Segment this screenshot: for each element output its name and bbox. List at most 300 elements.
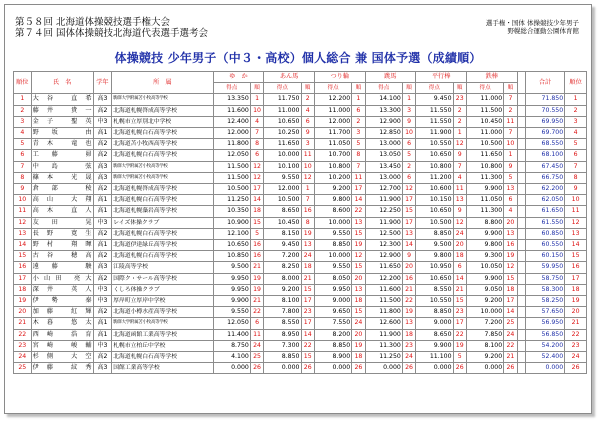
event-rank: 6 xyxy=(250,318,263,329)
event-rank: 15 xyxy=(402,206,415,217)
event-score: 12.000 xyxy=(314,116,351,127)
event-rank: 11 xyxy=(352,172,365,183)
event-rank: 6 xyxy=(352,105,365,116)
event-rank: 20 xyxy=(402,262,415,273)
event-score: 13.350 xyxy=(213,94,250,105)
final-rank: 4 xyxy=(565,128,587,139)
total-score: 60.550 xyxy=(525,240,564,251)
event-score: 12.200 xyxy=(314,94,351,105)
spacer-cell xyxy=(517,105,525,116)
event-rank-subheader: 順 xyxy=(301,83,314,94)
event-rank: 1 xyxy=(453,128,466,139)
event-rank: 13 xyxy=(504,228,517,239)
event-rank: 10 xyxy=(301,161,314,172)
event-score: 11.500 xyxy=(213,172,250,183)
athlete-name: 加藤 紅輝 xyxy=(31,307,93,318)
event-score: 11.000 xyxy=(314,105,351,116)
score-subheader: 得点 xyxy=(213,83,250,94)
grade-cell: 高1 xyxy=(93,329,112,340)
grade-cell: 高3 xyxy=(93,94,112,105)
event-rank: 8 xyxy=(352,150,365,161)
rank-cell: 21 xyxy=(14,318,32,329)
spacer-cell xyxy=(517,251,525,262)
score-subheader: 得点 xyxy=(365,83,402,94)
event-score: 0.000 xyxy=(466,363,503,374)
team-cell: 北海道伊達緑丘高等学校 xyxy=(112,240,213,251)
event-rank: 14 xyxy=(504,307,517,318)
event-score: 11.000 xyxy=(466,94,503,105)
event-score: 12.400 xyxy=(213,116,250,127)
event-rank: 24 xyxy=(352,318,365,329)
rank-cell: 22 xyxy=(14,329,32,340)
event-rank: 23 xyxy=(453,307,466,318)
event-score: 10.000 xyxy=(314,217,351,228)
event-rank: 16 xyxy=(301,206,314,217)
event-score: 11.900 xyxy=(365,329,402,340)
athlete-name: 野坂 由 xyxy=(31,128,93,139)
athlete-name: 宮崎 峻輔 xyxy=(31,340,93,351)
competition-name-2: 第７４回 国体体操競技北海道代表選手選考会 xyxy=(15,28,209,39)
event-score: 10.600 xyxy=(416,184,453,195)
event-rank: 16 xyxy=(250,240,263,251)
event-rank: 17 xyxy=(402,195,415,206)
team-cell: レイズ体操クラブ xyxy=(112,217,213,228)
event-rank-subheader: 順 xyxy=(453,83,466,94)
spacer-cell xyxy=(517,352,525,363)
athlete-name: 古谷 穂高 xyxy=(31,251,93,262)
event-score: 9.550 xyxy=(314,228,351,239)
total-score: 69.950 xyxy=(525,116,564,127)
spacer-column xyxy=(517,72,525,94)
team-cell: 北海道札幌白石高等学校 xyxy=(112,228,213,239)
event-score: 11.100 xyxy=(416,352,453,363)
competition-header xyxy=(15,17,208,39)
event-rank: 23 xyxy=(301,307,314,318)
event-score: 10.000 xyxy=(314,251,351,262)
event-score: 10.900 xyxy=(213,217,250,228)
event-score: 11.650 xyxy=(365,262,402,273)
event-score: 9.450 xyxy=(264,240,301,251)
event-score: 9.500 xyxy=(213,262,250,273)
grade-cell: 高2 xyxy=(93,251,112,262)
spacer-cell xyxy=(517,296,525,307)
event-rank: 22 xyxy=(352,206,365,217)
table-row xyxy=(14,340,587,351)
rank-cell: 15 xyxy=(14,251,32,262)
spacer-cell xyxy=(517,240,525,251)
athlete-name: 高山 大翔 xyxy=(31,195,93,206)
team-cell: 駒澤大学附属苫小牧高等学校 xyxy=(112,172,213,183)
event-rank: 6 xyxy=(250,150,263,161)
event-header-pommel: あん馬 xyxy=(264,72,315,83)
event-venue-header xyxy=(486,19,579,35)
team-cell: 国際ク・サール高等学校 xyxy=(112,273,213,284)
event-score: 9.200 xyxy=(264,284,301,295)
team-cell: 北海道札幌啓成高等学校 xyxy=(112,184,213,195)
event-rank: 26 xyxy=(301,363,314,374)
event-score: 9.900 xyxy=(213,296,250,307)
event-rank: 15 xyxy=(504,273,517,284)
event-score: 11.000 xyxy=(466,128,503,139)
event-score: 0.000 xyxy=(416,363,453,374)
event-rank: 25 xyxy=(250,352,263,363)
event-rank: 19 xyxy=(250,284,263,295)
event-rank: 5 xyxy=(504,172,517,183)
event-score: 9.500 xyxy=(416,240,453,251)
event-score: 10.500 xyxy=(213,184,250,195)
table-row xyxy=(14,150,587,161)
grade-cell: 高1 xyxy=(93,195,112,206)
event-score: 11.250 xyxy=(213,195,250,206)
final-rank: 16 xyxy=(565,262,587,273)
final-rank: 17 xyxy=(565,273,587,284)
event-rank: 22 xyxy=(453,329,466,340)
rank-cell: 25 xyxy=(14,363,32,374)
results-sheet xyxy=(4,4,592,414)
event-rank: 14 xyxy=(453,273,466,284)
team-cell: 厚岸町立厚岸中学校 xyxy=(112,296,213,307)
total-score: 54.200 xyxy=(525,340,564,351)
event-score: 9.900 xyxy=(466,273,503,284)
event-score: 8.050 xyxy=(314,273,351,284)
event-rank: 4 xyxy=(453,172,466,183)
event-rank: 11 xyxy=(453,184,466,195)
event-rank: 6 xyxy=(453,262,466,273)
event-score: 11.750 xyxy=(264,94,301,105)
event-score: 9.900 xyxy=(466,184,503,195)
event-score: 12.700 xyxy=(365,184,402,195)
table-row xyxy=(14,352,587,363)
table-row xyxy=(14,206,587,217)
event-score: 8.600 xyxy=(314,206,351,217)
spacer-cell xyxy=(517,284,525,295)
event-rank: 3 xyxy=(352,128,365,139)
spacer-cell xyxy=(517,340,525,351)
athlete-name: 伊藤 紋秀 xyxy=(31,363,93,374)
table-row xyxy=(14,161,587,172)
spacer-cell xyxy=(517,184,525,195)
team-cell: 北海道札幌白石高等学校 xyxy=(112,128,213,139)
event-score: 10.000 xyxy=(264,150,301,161)
team-cell: 北海道札幌白石高等学校 xyxy=(112,352,213,363)
athlete-name: 西崎 浩育 xyxy=(31,329,93,340)
table-row xyxy=(14,363,587,374)
event-score: 12.850 xyxy=(365,128,402,139)
team-cell: 北海道札幌白石高等学校 xyxy=(112,195,213,206)
event-rank: 2 xyxy=(453,116,466,127)
event-rank: 11 xyxy=(301,150,314,161)
event-rank: 1 xyxy=(250,94,263,105)
event-score: 11.800 xyxy=(365,307,402,318)
competition-name-1: 第５８回 北海道体操競技選手権大会 xyxy=(15,17,171,28)
event-score: 11.600 xyxy=(365,284,402,295)
event-rank: 11 xyxy=(250,329,263,340)
event-rank: 24 xyxy=(250,340,263,351)
event-rank: 1 xyxy=(402,94,415,105)
team-cell: 北海道函館工業高等学校 xyxy=(112,329,213,340)
event-rank: 3 xyxy=(301,139,314,150)
event-score: 7.200 xyxy=(466,318,503,329)
total-score: 68.100 xyxy=(525,150,564,161)
grade-cell: 高1 xyxy=(93,206,112,217)
grade-cell: 高3 xyxy=(93,262,112,273)
event-score: 10.700 xyxy=(314,150,351,161)
event-score: 11.400 xyxy=(213,329,250,340)
grade-cell: 高1 xyxy=(93,128,112,139)
table-row xyxy=(14,139,587,150)
event-score: 8.100 xyxy=(264,296,301,307)
score-subheader: 得点 xyxy=(466,83,503,94)
event-score: 11.900 xyxy=(365,195,402,206)
total-score: 61.550 xyxy=(525,217,564,228)
grade-cell: 高2 xyxy=(93,352,112,363)
event-score: 14.100 xyxy=(365,94,402,105)
event-score: 8.950 xyxy=(264,329,301,340)
grade-cell: 高3 xyxy=(93,161,112,172)
venue-name: 野幌総合運動公園体育館 xyxy=(507,27,579,35)
event-rank-subheader: 順 xyxy=(402,83,415,94)
event-rank: 4 xyxy=(504,206,517,217)
spacer-cell xyxy=(517,228,525,239)
rank-cell: 3 xyxy=(14,116,32,127)
rank-header: 順位 xyxy=(14,72,32,94)
spacer-cell xyxy=(517,116,525,127)
event-rank: 14 xyxy=(352,195,365,206)
event-score: 8.100 xyxy=(466,340,503,351)
event-score: 8.000 xyxy=(264,273,301,284)
event-rank: 20 xyxy=(504,217,517,228)
event-score: 10.550 xyxy=(416,139,453,150)
header-row-events xyxy=(14,72,587,83)
event-rank: 7 xyxy=(504,128,517,139)
event-score: 11.050 xyxy=(466,195,503,206)
athlete-name: 篠本 光晟 xyxy=(31,172,93,183)
final-rank: 10 xyxy=(565,195,587,206)
spacer-cell xyxy=(517,329,525,340)
rank-cell: 1 xyxy=(14,94,32,105)
event-rank: 4 xyxy=(250,116,263,127)
athlete-name: 野村 翔暉 xyxy=(31,240,93,251)
event-score: 10.050 xyxy=(466,262,503,273)
spacer-cell xyxy=(517,273,525,284)
spacer-cell xyxy=(517,318,525,329)
spacer-cell xyxy=(517,128,525,139)
team-cell: 北海道札幌藻岩高等学校 xyxy=(112,206,213,217)
event-rank: 14 xyxy=(402,240,415,251)
final-rank-header: 順位 xyxy=(565,72,587,94)
total-score: 52.400 xyxy=(525,352,564,363)
athlete-name: 遠藤 駿 xyxy=(31,262,93,273)
final-rank: 20 xyxy=(565,307,587,318)
event-score: 8.550 xyxy=(416,284,453,295)
total-score: 61.650 xyxy=(525,206,564,217)
total-score: 60.850 xyxy=(525,228,564,239)
event-rank: 17 xyxy=(352,184,365,195)
event-score: 11.650 xyxy=(466,150,503,161)
team-cell: 北海道札幌白石高等学校 xyxy=(112,251,213,262)
event-score: 9.800 xyxy=(314,195,351,206)
event-score: 12.250 xyxy=(365,206,402,217)
event-score: 10.650 xyxy=(213,240,250,251)
event-rank: 22 xyxy=(402,296,415,307)
score-subheader: 得点 xyxy=(264,83,301,94)
event-score: 4.100 xyxy=(213,352,250,363)
total-score: 70.550 xyxy=(525,105,564,116)
event-score: 8.650 xyxy=(416,329,453,340)
total-score: 0.000 xyxy=(525,363,564,374)
event-score: 8.150 xyxy=(264,228,301,239)
event-score: 10.500 xyxy=(264,195,301,206)
event-score: 9.300 xyxy=(466,251,503,262)
event-rank: 5 xyxy=(352,139,365,150)
final-rank: 26 xyxy=(565,363,587,374)
event-rank: 19 xyxy=(453,340,466,351)
rank-cell: 17 xyxy=(14,273,32,284)
event-score: 10.800 xyxy=(466,161,503,172)
event-rank: 15 xyxy=(250,217,263,228)
event-rank: 6 xyxy=(301,116,314,127)
event-rank: 13 xyxy=(402,228,415,239)
event-score: 9.550 xyxy=(213,307,250,318)
event-score: 11.300 xyxy=(466,172,503,183)
team-cell: 北海道小樽水産高等学校 xyxy=(112,307,213,318)
event-rank: 18 xyxy=(250,206,263,217)
team-cell: 国館工業高等学校 xyxy=(112,363,213,374)
event-rank: 12 xyxy=(402,184,415,195)
final-rank: 3 xyxy=(565,116,587,127)
results-body xyxy=(14,94,587,374)
event-rank: 7 xyxy=(453,161,466,172)
rank-cell: 13 xyxy=(14,228,32,239)
table-row xyxy=(14,228,587,239)
rank-cell: 7 xyxy=(14,161,32,172)
total-score: 60.150 xyxy=(525,251,564,262)
event-header-pbars: 平行棒 xyxy=(416,72,467,83)
table-row xyxy=(14,273,587,284)
event-score: 9.800 xyxy=(416,251,453,262)
event-score: 12.900 xyxy=(365,116,402,127)
event-score: 11.000 xyxy=(264,105,301,116)
event-rank: 9 xyxy=(301,128,314,139)
grade-cell: 高1 xyxy=(93,318,112,329)
event-score: 0.000 xyxy=(213,363,250,374)
grade-cell: 高2 xyxy=(93,150,112,161)
team-cell: 駒澤大学附属苫小牧高等学校 xyxy=(112,318,213,329)
table-row xyxy=(14,284,587,295)
total-score: 57.650 xyxy=(525,307,564,318)
rank-cell: 23 xyxy=(14,340,32,351)
event-rank: 15 xyxy=(301,352,314,363)
event-rank: 17 xyxy=(504,296,517,307)
event-rank: 19 xyxy=(301,228,314,239)
grade-cell: 中3 xyxy=(93,340,112,351)
athlete-name: 長野 寛生 xyxy=(31,228,93,239)
final-rank: 13 xyxy=(565,228,587,239)
rank-cell: 19 xyxy=(14,296,32,307)
total-score: 59.950 xyxy=(525,262,564,273)
table-row xyxy=(14,251,587,262)
event-rank: 26 xyxy=(250,363,263,374)
event-rank: 9 xyxy=(504,161,517,172)
event-score: 12.900 xyxy=(365,251,402,262)
event-rank: 9 xyxy=(402,251,415,262)
event-rank: 24 xyxy=(453,228,466,239)
event-rank: 20 xyxy=(352,329,365,340)
event-score: 9.900 xyxy=(416,340,453,351)
event-score: 12.600 xyxy=(365,318,402,329)
grade-cell: 中3 xyxy=(93,217,112,228)
table-row xyxy=(14,318,587,329)
event-score: 7.850 xyxy=(466,329,503,340)
event-score: 11.300 xyxy=(365,340,402,351)
table-row xyxy=(14,116,587,127)
event-rank: 7 xyxy=(352,161,365,172)
event-score: 10.150 xyxy=(416,195,453,206)
event-score: 12.100 xyxy=(213,228,250,239)
spacer-cell xyxy=(517,206,525,217)
event-rank: 16 xyxy=(250,251,263,262)
event-rank: 2 xyxy=(504,105,517,116)
event-score: 10.250 xyxy=(264,128,301,139)
event-rank: 23 xyxy=(453,94,466,105)
event-rank: 21 xyxy=(453,284,466,295)
event-rank: 10 xyxy=(402,128,415,139)
event-score: 11.700 xyxy=(314,128,351,139)
event-rank: 24 xyxy=(504,329,517,340)
event-rank: 19 xyxy=(402,307,415,318)
team-cell: 江陵高等学校 xyxy=(112,262,213,273)
event-rank: 19 xyxy=(250,273,263,284)
total-score: 58.300 xyxy=(525,284,564,295)
event-score: 7.800 xyxy=(264,307,301,318)
results-table xyxy=(13,71,587,374)
final-rank: 1 xyxy=(565,94,587,105)
athlete-name: 中島 弦 xyxy=(31,161,93,172)
grade-cell: 高2 xyxy=(93,139,112,150)
event-header-floor: ゆ か xyxy=(213,72,264,83)
event-rank: 14 xyxy=(301,329,314,340)
event-rank: 21 xyxy=(250,296,263,307)
event-category: 選手権・国体 体操競技少年男子 xyxy=(485,19,579,27)
event-rank: 24 xyxy=(301,251,314,262)
event-rank: 2 xyxy=(352,116,365,127)
event-score: 12.000 xyxy=(264,184,301,195)
table-row xyxy=(14,296,587,307)
event-score: 9.000 xyxy=(314,296,351,307)
rank-cell: 9 xyxy=(14,184,32,195)
event-score: 10.650 xyxy=(416,206,453,217)
event-rank: 12 xyxy=(250,172,263,183)
final-rank: 7 xyxy=(565,161,587,172)
event-score: 0.000 xyxy=(264,363,301,374)
athlete-name: 工藤 昴 xyxy=(31,150,93,161)
spacer-cell xyxy=(517,217,525,228)
table-row xyxy=(14,94,587,105)
event-rank: 14 xyxy=(250,195,263,206)
table-row xyxy=(14,128,587,139)
table-row xyxy=(14,307,587,318)
total-score: 67.450 xyxy=(525,161,564,172)
spacer-cell xyxy=(517,307,525,318)
event-score: 9.950 xyxy=(213,273,250,284)
rank-cell: 12 xyxy=(14,217,32,228)
athlete-name: 深井 英人 xyxy=(31,284,93,295)
event-score: 9.000 xyxy=(416,318,453,329)
spacer-cell xyxy=(517,161,525,172)
spacer-cell xyxy=(517,150,525,161)
event-rank: 10 xyxy=(250,105,263,116)
final-rank: 24 xyxy=(565,352,587,363)
